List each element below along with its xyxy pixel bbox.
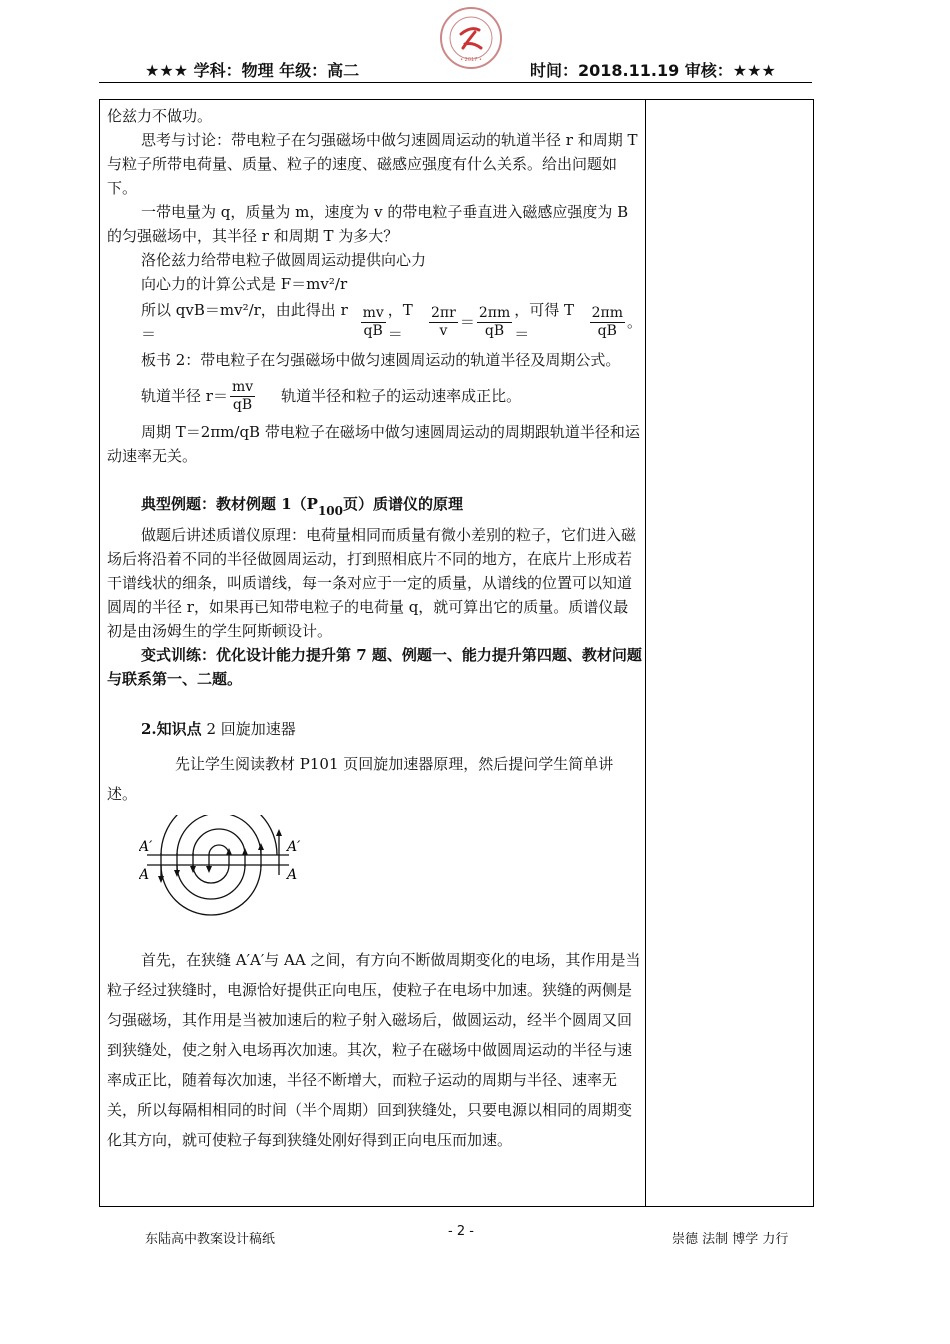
knowledge-point-2: 2.知识点 2 回旋加速器 [141, 720, 296, 738]
school-seal-logo [439, 6, 503, 70]
fraction-2pim-qb-result: $\frac{2\pi m}{qB}$ [591, 304, 623, 339]
page-number: - 2 - [448, 1224, 474, 1239]
fraction-radius: $\frac{mv}{qB}$ [231, 378, 254, 413]
para-formula-f: 向心力的计算公式是 F＝mv²/r [141, 275, 348, 293]
header-left: ★★★ 学科：物理 年级：高二 [145, 61, 360, 80]
para-board-2: 板书 2：带电粒子在匀强磁场中做匀速圆周运动的轨道半径及周期公式。 [141, 351, 621, 369]
para-question: 一带电量为 q，质量为 m，速度为 v 的带电粒子垂直进入磁感应强度为 B 的匀强磁场中，其半径 r 和周期 T 为多大？ [107, 203, 629, 245]
label-a-left: A [139, 867, 150, 883]
para-lorentz-no-work: 伦兹力不做功。 [107, 107, 213, 125]
example-title: 典型例题：教材例题 $1(P_{100}$页）质谱仪的原理 [141, 495, 464, 518]
para-read-textbook: 先让学生阅读教材 P101 页回旋加速器原理，然后提问学生简单讲述。 [107, 755, 614, 803]
formula-radius: 轨道半径 r＝ $\frac{mv}{qB}$ 轨道半径和粒子的运动速率成正比。 [141, 378, 522, 413]
fraction-mv-qb: $\frac{mv}{qB}$ [362, 304, 384, 339]
fraction-2pir-v: $\frac{2\pi r}{v}$ [431, 304, 456, 339]
para-cyclotron-principle: 首先，在狭缝 A′A′与 AA 之间，有方向不断做周期变化的电场，其作用是当粒子经过狭缝时，电源恰好提供正向电压，使粒子在电场中加速。狭缝的两侧是匀强磁场，其作用是当被加速后的粒子射入磁场后，做圆运动，经半个圆周又回到狭缝处，使之射入电场再次加速。其次，粒子在磁场中做圆周运动的半径与速率成正比，随着每次加速，半径不断增大，而粒子运动的周期与半径、速率无关，所以每隔相相同的时间（半个周期）回到狭缝处，只要电源以相同的周期变化其方向，就可使粒子每到狭缝处刚好得到正向电压而加速。 [107, 951, 641, 1149]
para-mass-spectrometer: 做题后讲述质谱仪原理：电荷量相同而质量有微小差别的粒子，它们进入磁场后将沿着不同的半径做圆周运动，打到照相底片不同的地方，在底片上形成若干谱线状的细条，叫质谱线，每一条对应于一定的质量，从谱线的位置可以知道圆周的半径 r，如果再已知带电粒子的电荷量 q，就可算出它的质量。质谱仪最初是由汤姆生的学生阿斯顿设计。 [107, 526, 637, 640]
footer-right: 崇德 法制 博学 力行 [672, 1232, 789, 1247]
label-a-right: A [287, 867, 298, 883]
svg-text:• 2017 •: • 2017 • [460, 57, 482, 63]
label-a-prime-left: A′ [139, 839, 153, 855]
label-a-prime-right: A′ [287, 839, 301, 855]
header-rule [99, 82, 812, 83]
para-period: 周期 T＝2πm/qB 带电粒子在磁场中做匀速圆周运动的周期跟轨道半径和运动速率无关。 [107, 423, 640, 465]
table-column-divider [645, 99, 646, 1207]
para-centripetal: 洛伦兹力给带电粒子做圆周运动提供向心力 [141, 251, 427, 269]
lesson-content [107, 104, 642, 1155]
para-variant-training: 变式训练：优化设计能力提升第 7 题、例题一、能力提升第四题、教材问题与联系第一、二题。 [107, 646, 642, 688]
para-think-discuss: 思考与讨论：带电粒子在匀强磁场中做匀速圆周运动的轨道半径 r 和周期 T 与粒子所带电荷量、质量、粒子的速度、磁感应强度有什么关系。给出问题如下。 [107, 131, 638, 197]
cyclotron-diagram [139, 815, 309, 935]
footer-left: 东陆高中教案设计稿纸 [145, 1232, 276, 1247]
formula-derivation: 所以 qvB＝mv²/r，由此得出 r＝ $\frac{mv}{qB}$ ，T＝ $\frac{2\pi r}{v}$ ＝ $\frac{2\pi m}{qB}$ ，可得 T＝ $\frac{2\pi m}{qB}$ 。 [141, 301, 643, 343]
header-right: 时间：2018.11.19 审核：★★★ [530, 61, 776, 80]
fraction-2pim-qb: $\frac{2\pi m}{qB}$ [478, 304, 511, 339]
